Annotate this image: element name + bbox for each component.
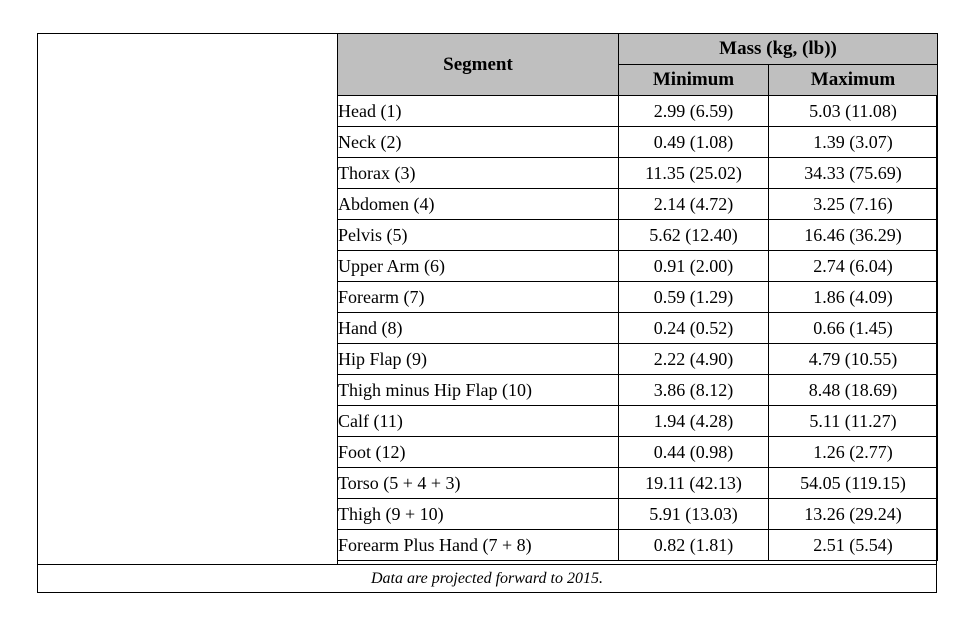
minimum-cell: 2.14 (4.72) bbox=[619, 189, 769, 220]
minimum-cell: 3.86 (8.12) bbox=[619, 375, 769, 406]
table-row bbox=[338, 96, 938, 127]
maximum-column-header: Maximum bbox=[769, 65, 938, 96]
minimum-cell: 5.62 (12.40) bbox=[619, 220, 769, 251]
maximum-cell: 2.74 (6.04) bbox=[769, 251, 938, 282]
table-row bbox=[338, 189, 938, 220]
minimum-cell: 5.91 (13.03) bbox=[619, 499, 769, 530]
table-row bbox=[338, 127, 938, 158]
segment-cell: Abdomen (4) bbox=[338, 189, 619, 220]
table-row bbox=[338, 220, 938, 251]
maximum-cell: 8.48 (18.69) bbox=[769, 375, 938, 406]
table-row bbox=[338, 158, 938, 189]
minimum-cell: 0.49 (1.08) bbox=[619, 127, 769, 158]
empty-image-cell bbox=[37, 33, 338, 565]
maximum-cell: 1.26 (2.77) bbox=[769, 437, 938, 468]
minimum-cell: 0.59 (1.29) bbox=[619, 282, 769, 313]
segment-cell: Thigh (9 + 10) bbox=[338, 499, 619, 530]
maximum-cell: 1.39 (3.07) bbox=[769, 127, 938, 158]
mass-group-header: Mass (kg, (lb)) bbox=[619, 34, 938, 65]
minimum-cell: 2.99 (6.59) bbox=[619, 96, 769, 127]
maximum-cell: 1.86 (4.09) bbox=[769, 282, 938, 313]
table-row bbox=[338, 313, 938, 344]
minimum-cell: 19.11 (42.13) bbox=[619, 468, 769, 499]
maximum-cell: 5.11 (11.27) bbox=[769, 406, 938, 437]
segment-cell: Thigh minus Hip Flap (10) bbox=[338, 375, 619, 406]
segment-cell: Calf (11) bbox=[338, 406, 619, 437]
table-row bbox=[338, 375, 938, 406]
maximum-cell: 4.79 (10.55) bbox=[769, 344, 938, 375]
table-row bbox=[338, 437, 938, 468]
maximum-cell: 0.66 (1.45) bbox=[769, 313, 938, 344]
segment-cell: Upper Arm (6) bbox=[338, 251, 619, 282]
table-row bbox=[338, 468, 938, 499]
table-footnote: Data are projected forward to 2015. bbox=[37, 564, 937, 593]
minimum-column-header: Minimum bbox=[619, 65, 769, 96]
minimum-cell: 0.82 (1.81) bbox=[619, 530, 769, 561]
maximum-cell: 5.03 (11.08) bbox=[769, 96, 938, 127]
segment-column-header: Segment bbox=[338, 34, 619, 96]
minimum-cell: 11.35 (25.02) bbox=[619, 158, 769, 189]
table-row bbox=[338, 344, 938, 375]
segment-cell: Neck (2) bbox=[338, 127, 619, 158]
maximum-cell: 13.26 (29.24) bbox=[769, 499, 938, 530]
segment-cell: Pelvis (5) bbox=[338, 220, 619, 251]
maximum-cell: 54.05 (119.15) bbox=[769, 468, 938, 499]
segment-cell: Thorax (3) bbox=[338, 158, 619, 189]
minimum-cell: 0.91 (2.00) bbox=[619, 251, 769, 282]
minimum-cell: 1.94 (4.28) bbox=[619, 406, 769, 437]
segment-cell: Head (1) bbox=[338, 96, 619, 127]
minimum-cell: 0.44 (0.98) bbox=[619, 437, 769, 468]
segment-cell: Forearm Plus Hand (7 + 8) bbox=[338, 530, 619, 561]
table-row bbox=[338, 406, 938, 437]
table-row bbox=[338, 499, 938, 530]
minimum-cell: 2.22 (4.90) bbox=[619, 344, 769, 375]
maximum-cell: 2.51 (5.54) bbox=[769, 530, 938, 561]
minimum-cell: 0.24 (0.52) bbox=[619, 313, 769, 344]
segment-cell: Forearm (7) bbox=[338, 282, 619, 313]
segment-cell: Torso (5 + 4 + 3) bbox=[338, 468, 619, 499]
segment-cell: Hand (8) bbox=[338, 313, 619, 344]
segment-mass-table bbox=[337, 33, 938, 561]
maximum-cell: 3.25 (7.16) bbox=[769, 189, 938, 220]
segment-cell: Hip Flap (9) bbox=[338, 344, 619, 375]
maximum-cell: 16.46 (36.29) bbox=[769, 220, 938, 251]
table-row bbox=[338, 251, 938, 282]
table-row bbox=[338, 282, 938, 313]
table-row bbox=[338, 530, 938, 561]
segment-cell: Foot (12) bbox=[338, 437, 619, 468]
maximum-cell: 34.33 (75.69) bbox=[769, 158, 938, 189]
